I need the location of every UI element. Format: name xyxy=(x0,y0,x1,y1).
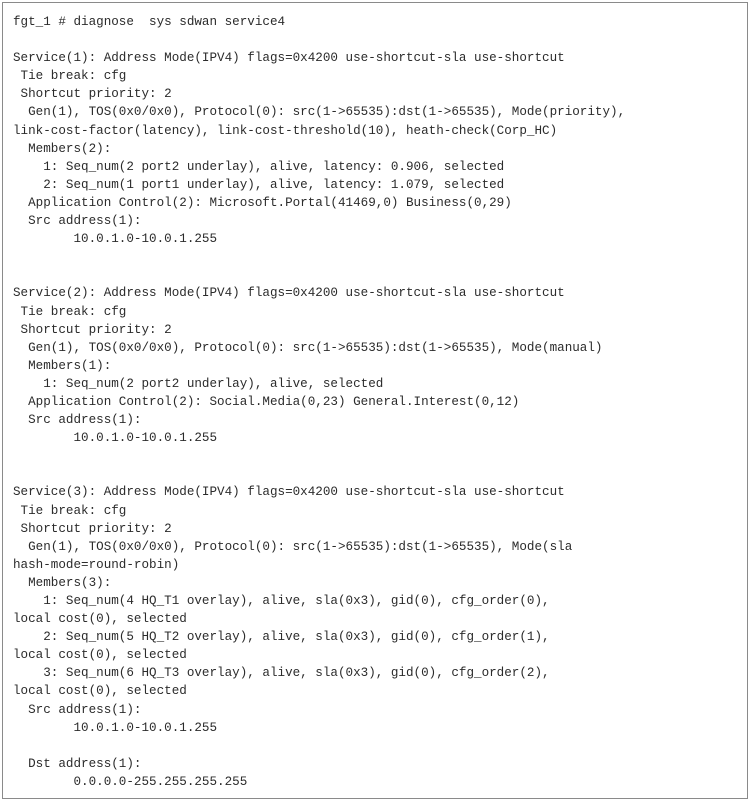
terminal-window xyxy=(2,2,748,799)
terminal-line: Members(1): xyxy=(13,358,112,373)
terminal-line: Gen(1), TOS(0x0/0x0), Protocol(0): src(1->65535):dst(1->65535), Mode(priority), xyxy=(13,105,626,120)
terminal-line: Tie break: cfg xyxy=(13,304,127,319)
terminal-line: 3: Seq_num(6 HQ_T3 overlay), alive, sla(0x3), gid(0), cfg_order(2), xyxy=(13,666,550,681)
terminal-line: Src address(1): xyxy=(13,702,142,717)
terminal-line: link-cost-factor(latency), link-cost-threshold(10), heath-check(Corp_HC) xyxy=(13,123,558,138)
terminal-line: 10.0.1.0-10.0.1.255 xyxy=(13,431,218,446)
terminal-line: local cost(0), selected xyxy=(13,612,187,627)
terminal-line: Tie break: cfg xyxy=(13,503,127,518)
terminal-line: 1: Seq_num(2 port2 underlay), alive, latency: 0.906, selected xyxy=(13,159,505,174)
terminal-line xyxy=(13,465,741,483)
terminal-line: 1: Seq_num(2 port2 underlay), alive, selected xyxy=(13,376,384,391)
terminal-line xyxy=(13,447,741,465)
terminal-line: 10.0.1.0-10.0.1.255 xyxy=(13,720,218,735)
terminal-line: local cost(0), selected xyxy=(13,648,187,663)
terminal-output xyxy=(13,13,741,791)
terminal-line: Members(2): xyxy=(13,141,112,156)
terminal-line: Shortcut priority: 2 xyxy=(13,87,172,102)
terminal-line: local cost(0), selected xyxy=(13,684,187,699)
terminal-line: fgt_1 # diagnose sys sdwan service4 xyxy=(13,15,286,29)
terminal-line: hash-mode=round-robin) xyxy=(13,557,180,572)
terminal-line: Src address(1): xyxy=(13,413,142,428)
terminal-line: Service(2): Address Mode(IPV4) flags=0x4200 use-shortcut-sla use-shortcut xyxy=(13,286,565,301)
terminal-line: Dst address(1): xyxy=(13,756,142,771)
terminal-line: Tie break: cfg xyxy=(13,69,127,84)
terminal-line: 10.0.1.0-10.0.1.255 xyxy=(13,232,218,247)
terminal-line: Gen(1), TOS(0x0/0x0), Protocol(0): src(1->65535):dst(1->65535), Mode(sla xyxy=(13,539,573,554)
terminal-line: Service(1): Address Mode(IPV4) flags=0x4200 use-shortcut-sla use-shortcut xyxy=(13,51,565,66)
terminal-line xyxy=(13,737,741,755)
terminal-line: Application Control(2): Social.Media(0,23) General.Interest(0,12) xyxy=(13,394,520,409)
terminal-line: Shortcut priority: 2 xyxy=(13,521,172,536)
terminal-line: Shortcut priority: 2 xyxy=(13,322,172,337)
terminal-line: 1: Seq_num(4 HQ_T1 overlay), alive, sla(0x3), gid(0), cfg_order(0), xyxy=(13,594,550,608)
terminal-line: Src address(1): xyxy=(13,214,142,229)
terminal-line: 0.0.0.0-255.255.255.255 xyxy=(13,774,248,789)
terminal-line xyxy=(13,31,741,49)
terminal-line: 2: Seq_num(5 HQ_T2 overlay), alive, sla(0x3), gid(0), cfg_order(1), xyxy=(13,630,550,645)
terminal-line xyxy=(13,248,741,266)
terminal-line: Members(3): xyxy=(13,575,112,590)
terminal-line: Service(3): Address Mode(IPV4) flags=0x4200 use-shortcut-sla use-shortcut xyxy=(13,485,565,500)
terminal-line: Application Control(2): Microsoft.Portal(41469,0) Business(0,29) xyxy=(13,195,512,210)
terminal-line xyxy=(13,266,741,284)
terminal-line: Gen(1), TOS(0x0/0x0), Protocol(0): src(1->65535):dst(1->65535), Mode(manual) xyxy=(13,340,603,355)
terminal-line: 2: Seq_num(1 port1 underlay), alive, latency: 1.079, selected xyxy=(13,177,505,192)
